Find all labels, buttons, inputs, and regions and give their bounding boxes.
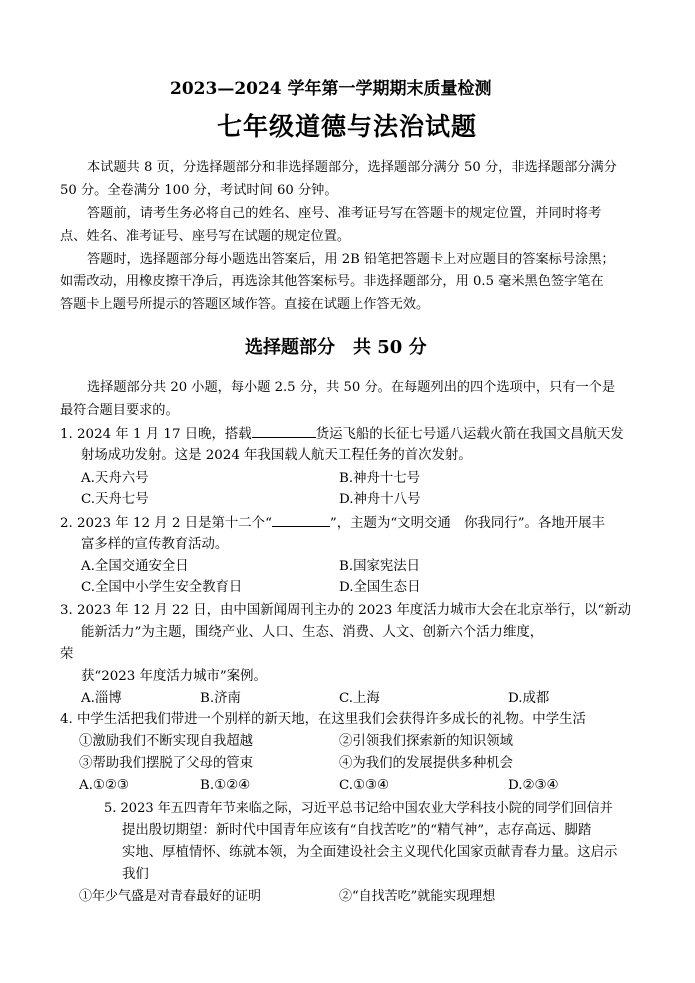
section-desc-line2: 最符合题目要求的。 xyxy=(60,403,179,418)
question-1-option-d: D.神舟十八号 xyxy=(339,492,421,507)
question-5-stem-line3: 实地、厚植情怀、练就本领，为全面建设社会主义现代化国家贡献青春力量。这启示 xyxy=(122,845,618,860)
question-2-stem-part-a: 2. 2023 年 12 月 2 日是第十二个“ xyxy=(60,516,272,531)
question-2-option-b: B.国家宪法日 xyxy=(339,559,421,574)
question-1-stem-line1 xyxy=(60,424,624,445)
question-1-stem-line2: 射场成功发射。这是 2024 年我国载人航天工程任务的首次发射。 xyxy=(81,448,472,463)
question-4-option-c: C.①③④ xyxy=(339,778,390,793)
question-4-stem-line1: 4. 中学生活把我们带进一个别样的新天地，在这里我们会获得许多成长的礼物。中学生活 xyxy=(60,712,586,727)
question-2-option-c: C.全国中小学生安全教育日 xyxy=(81,580,243,595)
question-4-item-1: ①激励我们不断实现自我超越 xyxy=(79,734,254,749)
question-2-option-d: D.全国生态日 xyxy=(339,580,421,595)
instructions-p3-line1: 答题时，选择题部分每小题选出答案后，用 2B 铅笔把答题卡上对应题目的答案标号涂黑； xyxy=(87,252,615,267)
question-3-option-b: B.济南 xyxy=(200,691,241,706)
question-1-stem-part-b: 货运飞船的长征七号遥八运载火箭在我国文昌航天发 xyxy=(315,427,624,442)
question-3-option-d: D.成都 xyxy=(508,691,550,706)
instructions-p2-line2: 点、姓名、准考证号、座号写在试题的规定位置。 xyxy=(60,229,351,244)
question-5-item-2: ②“自找苦吃”就能实现理想 xyxy=(339,889,496,904)
exam-subject-title: 七年级道德与法治试题 xyxy=(217,112,478,141)
question-5-item-1: ①年少气盛是对青春最好的证明 xyxy=(79,889,262,904)
question-5-stem-line4: 我们 xyxy=(122,867,149,882)
question-1-option-b: B.神舟十七号 xyxy=(339,471,421,486)
exam-period-title: 2023—2024 学年第一学期期末质量检测 xyxy=(170,79,492,99)
section-heading: 选择题部分 共 50 分 xyxy=(245,337,427,358)
question-3-stem-line3: 荣 xyxy=(60,647,74,662)
question-2-stem-line1 xyxy=(60,513,605,534)
section-desc-line1: 选择题部分共 20 小题，每小题 2.5 分，共 50 分。在每题列出的四个选项中，只有一个是 xyxy=(87,380,616,395)
question-1-stem-part-a: 1. 2024 年 1 月 17 日晚，搭载 xyxy=(60,427,252,442)
question-5-stem-line1: 5. 2023 年五四青年节来临之际，习近平总书记给中国农业大学科技小院的同学们回信并 xyxy=(104,801,613,816)
question-4-option-d: D.②③④ xyxy=(508,778,559,793)
answer-blank xyxy=(272,513,330,527)
question-3-option-a: A.淄博 xyxy=(81,691,122,706)
question-2-option-a: A.全国交通安全日 xyxy=(81,559,189,574)
question-4-option-b: B.①②④ xyxy=(200,778,251,793)
question-1-option-c: C.天舟七号 xyxy=(81,492,149,507)
question-4-option-a: A.①②③ xyxy=(79,778,129,793)
instructions-p2-line1: 答题前，请考生务必将自己的姓名、座号、准考证号写在答题卡的规定位置，并同时将考 xyxy=(87,206,602,221)
question-3-stem-line1: 3. 2023 年 12 月 22 日，由中国新闻周刊主办的 2023 年度活力城市大会在北京举行，以“新动 xyxy=(60,603,632,618)
question-4-item-3: ③帮助我们摆脱了父母的管束 xyxy=(79,756,254,771)
instructions-p3-line2: 如需改动，用橡皮擦干净后，再选涂其他答案标号。非选择题部分，用 0.5 毫米黑色签字笔在 xyxy=(60,274,604,289)
question-4-item-2: ②引领我们探索新的知识领域 xyxy=(339,734,514,749)
question-2-stem-line2: 富多样的宣传教育活动。 xyxy=(81,537,229,552)
instructions-p3-line3: 答题卡上题号所提示的答题区域作答。直接在试题上作答无效。 xyxy=(60,297,430,312)
question-2-stem-part-b: ”，主题为“文明交通 你我同行”。各地开展丰 xyxy=(329,516,605,531)
question-3-stem-line4: 获“2023 年度活力城市”案例。 xyxy=(81,669,267,684)
question-4-item-4: ④为我们的发展提供多种机会 xyxy=(339,756,514,771)
question-1-option-a: A.天舟六号 xyxy=(81,471,149,486)
instructions-p1-line1: 本试题共 8 页，分选择题部分和非选择题部分，选择题部分满分 50 分，非选择题部分满分 xyxy=(87,160,617,175)
question-3-option-c: C.上海 xyxy=(339,691,380,706)
question-5-stem-line2: 提出殷切期望：新时代中国青年应该有“自找苦吃”的“精气神”，志存高远、脚踏 xyxy=(122,823,592,838)
question-3-stem-line2: 能新活力”为主题，围绕产业、人口、生态、消费、人文、创新六个活力维度， xyxy=(81,625,544,640)
instructions-p1-line2: 50 分。全卷满分 100 分，考试时间 60 分钟。 xyxy=(60,183,338,198)
answer-blank xyxy=(252,424,316,438)
